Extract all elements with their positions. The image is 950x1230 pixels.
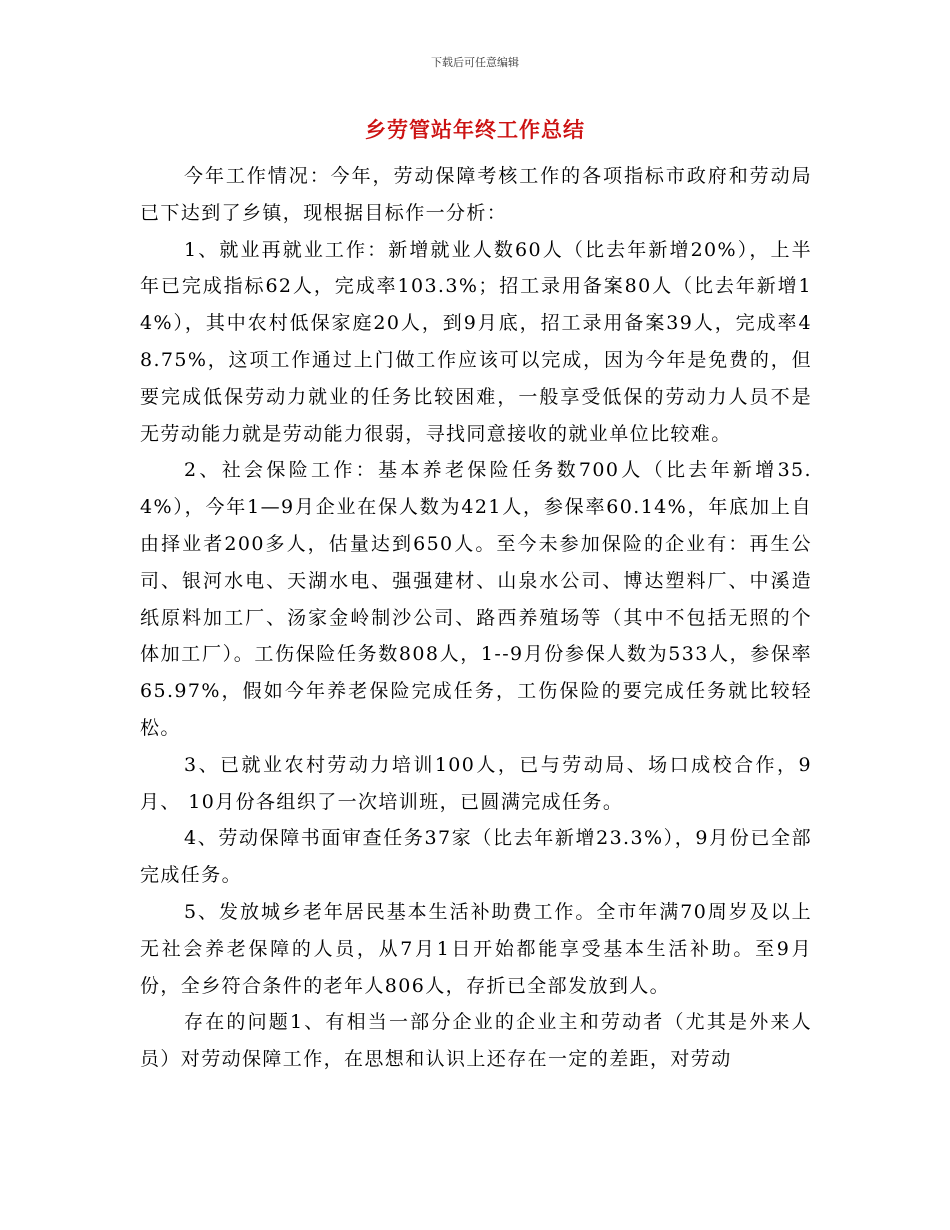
header-note: 下载后可任意编辑 bbox=[431, 56, 519, 69]
paragraph-elderly-subsidy: 5、发放城乡老年居民基本生活补助费工作。全市年满70周岁及以上无社会养老保障的人员，从7月1日开始都能享受基本生活补助。至9月份，全乡符合条件的老年人806人，存折已全部发放到人。 bbox=[140, 900, 812, 997]
paragraph-training: 3、已就业农村劳动力培训100人，已与劳动局、场口成校合作，9月、 10月份各组织了一次培训班，已圆满完成任务。 bbox=[140, 753, 812, 813]
paragraph-intro: 今年工作情况：今年，劳动保障考核工作的各项指标市政府和劳动局已下达到了乡镇，现根据目标作一分析： bbox=[140, 165, 812, 224]
paragraph-social-insurance: 2、社会保险工作：基本养老保险任务数700人（比去年新增35.4%），今年1—9月企业在保人数为421人，参保率60.14%，年底加上自由择业者200多人，估量达到650人。至今未参加保险的企业有：再生公司、银河水电、天湖水电、强强建材、山泉水公司、博达塑料厂、中溪造纸原料加工厂、汤家金岭制沙公司、路西养殖场等（其中不包括无照的个体加工厂）。工伤保险任务数808人，1--9月份参保人数为533人，参保率65.97%，假如今年养老保险完成任务，工伤保险的要完成任务就比较轻松。 bbox=[140, 459, 812, 739]
paragraph-employment: 1、就业再就业工作：新增就业人数60人（比去年新增20%），上半年已完成指标62人，完成率103.3%；招工录用备案80人（比去年新增14%），其中农村低保家庭20人，到9月底，招工录用备案39人，完成率48.75%，这项工作通过上门做工作应该可以完成，因为今年是免费的，但要完成低保劳动力就业的任务比较困难，一般享受低保的劳动力人员不是无劳动能力就是劳动能力很弱，寻找同意接收的就业单位比较难。 bbox=[140, 238, 812, 445]
document-title: 乡劳管站年终工作总结 bbox=[365, 118, 585, 142]
paragraph-review: 4、劳动保障书面审查任务37家（比去年新增23.3%），9月份已全部完成任务。 bbox=[140, 827, 812, 887]
document-body bbox=[140, 158, 812, 1078]
paragraph-problems: 存在的问题1、有相当一部分企业的企业主和劳动者（尤其是外来人员）对劳动保障工作，在思想和认识上还存在一定的差距，对劳动 bbox=[140, 1011, 812, 1071]
